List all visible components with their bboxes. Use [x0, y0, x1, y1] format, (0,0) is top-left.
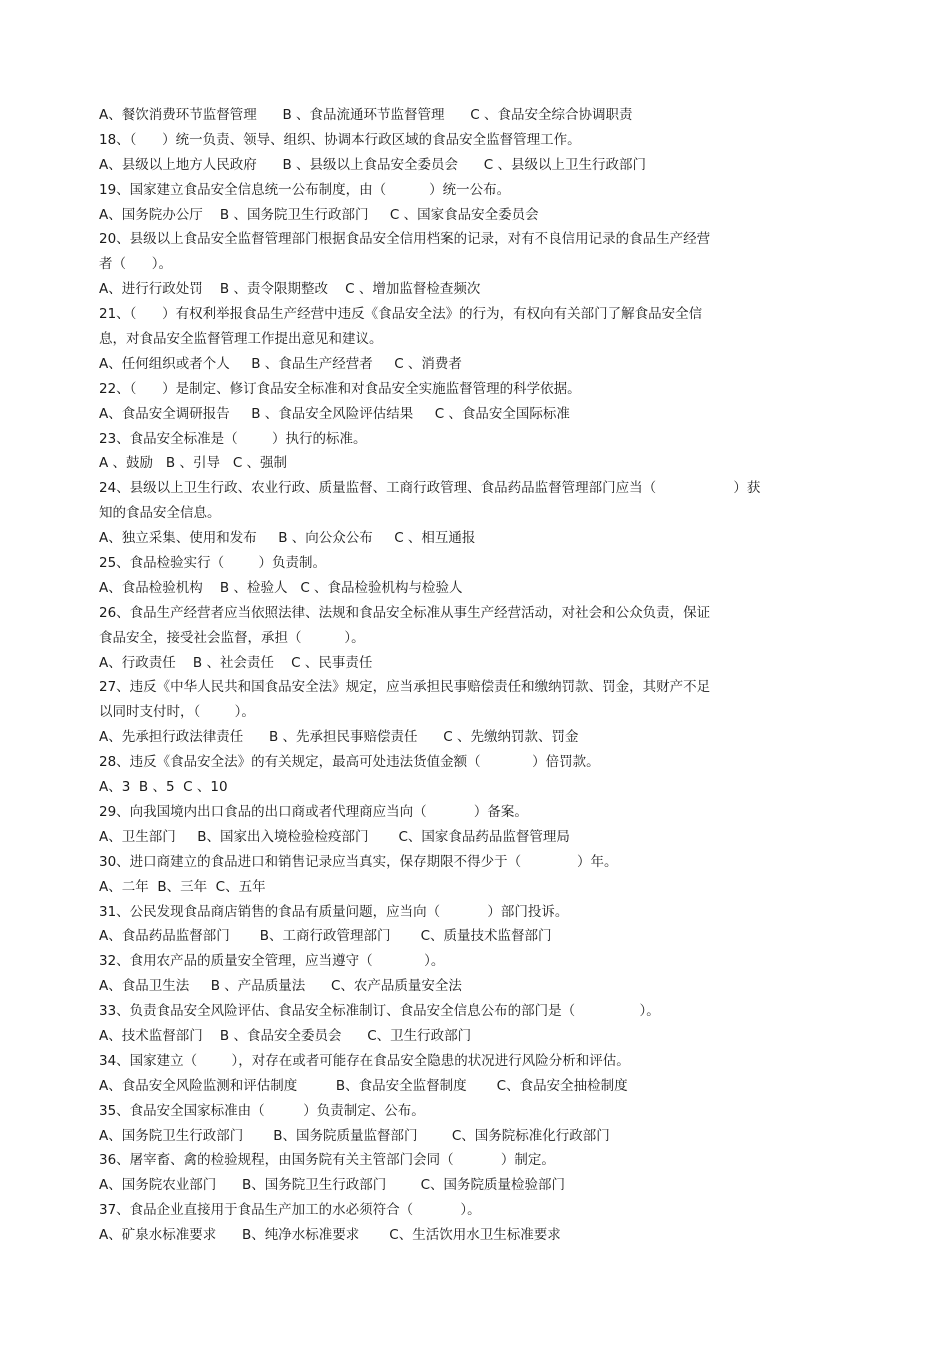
option-line: A、先承担行政法律责任 B 、先承担民事赔偿责任 C 、先缴纳罚款、罚金 [99, 729, 579, 746]
question-line: 21、（ ）有权利举报食品生产经营中违反《食品安全法》的行为，有权向有关部门了解食品安全信 [99, 306, 703, 323]
option-line: A、食品药品监督部门 B、工商行政管理部门 C、质量技术监督部门 [99, 928, 552, 945]
option-line: A、食品卫生法 B 、产品质量法 C、农产品质量安全法 [99, 978, 462, 995]
option-line: A、国务院卫生行政部门 B、国务院质量监督部门 C、国务院标准化行政部门 [99, 1127, 610, 1144]
question-line-continued: 食品安全，接受社会监督，承担（ ）。 [99, 629, 365, 646]
option-line: A、3 B 、5 C 、10 [99, 779, 228, 796]
question-line: 33、负责食品安全风险评估、食品安全标准制订、食品安全信息公布的部门是（ ）。 [99, 1003, 660, 1020]
option-line: A、县级以上地方人民政府 B 、县级以上食品安全委员会 C 、县级以上卫生行政部门 [99, 156, 646, 173]
question-line-continued: 以同时支付时，（ ）。 [99, 704, 255, 721]
question-line: 36、屠宰畜、禽的检验规程，由国务院有关主管部门会同（ ）制定。 [99, 1152, 555, 1169]
option-line: A、食品安全风险监测和评估制度 B、食品安全监督制度 C、食品安全抽检制度 [99, 1077, 628, 1094]
option-line: A 、鼓励 B 、引导 C 、强制 [99, 455, 288, 472]
question-line: 35、食品安全国家标准由（ ）负责制定、公布。 [99, 1102, 425, 1119]
question-line: 24、县级以上卫生行政、农业行政、质量监督、工商行政管理、食品药品监督管理部门应当（ ）获 [99, 480, 761, 497]
question-line: 25、食品检验实行（ ）负责制。 [99, 555, 327, 572]
question-list [99, 103, 869, 1248]
question-line: 30、进口商建立的食品进口和销售记录应当真实，保存期限不得少于（ ）年。 [99, 853, 618, 870]
question-line: 32、食用农产品的质量安全管理，应当遵守（ ）。 [99, 953, 445, 970]
question-line: 18、（ ）统一负责、领导、组织、协调本行政区域的食品安全监督管理工作。 [99, 131, 581, 148]
option-line: A、任何组织或者个人 B 、食品生产经营者 C 、消费者 [99, 355, 462, 372]
option-line: A、技术监督部门 B 、食品安全委员会 C、卫生行政部门 [99, 1027, 472, 1044]
question-line: 26、食品生产经营者应当依照法律、法规和食品安全标准从事生产经营活动，对社会和公众负责，保证 [99, 604, 711, 621]
option-line: A、食品检验机构 B 、检验人 C 、食品检验机构与检验人 [99, 579, 463, 596]
option-line: A、卫生部门 B、国家出入境检验检疫部门 C、国家食品药品监督管理局 [99, 828, 570, 845]
question-line-continued: 息，对食品安全监督管理工作提出意见和建议。 [99, 331, 383, 348]
question-line-continued: 者（ ）。 [99, 256, 172, 273]
question-line: 23、食品安全标准是（ ）执行的标准。 [99, 430, 367, 447]
question-line: 37、食品企业直接用于食品生产加工的水必须符合（ ）。 [99, 1202, 481, 1219]
option-line: A、食品安全调研报告 B 、食品安全风险评估结果 C 、食品安全国际标准 [99, 405, 570, 422]
option-line: A、国务院农业部门 B、国务院卫生行政部门 C、国务院质量检验部门 [99, 1177, 565, 1194]
question-line: 22、（ ）是制定、修订食品安全标准和对食品安全实施监督管理的科学依据。 [99, 380, 581, 397]
option-line: A、二年 B、三年 C、五年 [99, 878, 266, 895]
option-line: A、餐饮消费环节监督管理 B 、食品流通环节监督管理 C 、食品安全综合协调职责 [99, 107, 633, 123]
question-line: 20、县级以上食品安全监督管理部门根据食品安全信用档案的记录，对有不良信用记录的食品生产经营 [99, 231, 711, 248]
question-line: 31、公民发现食品商店销售的食品有质量问题，应当向（ ）部门投诉。 [99, 903, 569, 920]
question-line: 27、违反《中华人民共和国食品安全法》规定，应当承担民事赔偿责任和缴纳罚款、罚金，其财产不足 [99, 679, 711, 696]
question-line-continued: 知的食品安全信息。 [99, 505, 221, 522]
question-line: 28、违反《食品安全法》的有关规定，最高可处违法货值金额（ ）倍罚款。 [99, 754, 600, 771]
option-line: A、国务院办公厅 B 、国务院卫生行政部门 C 、国家食品安全委员会 [99, 206, 539, 223]
question-line: 34、国家建立（ ），对存在或者可能存在食品安全隐患的状况进行风险分析和评估。 [99, 1052, 630, 1069]
question-line: 19、国家建立食品安全信息统一公布制度，由（ ）统一公布。 [99, 181, 511, 198]
question-line: 29、向我国境内出口食品的出口商或者代理商应当向（ ）备案。 [99, 803, 528, 820]
option-line: A、行政责任 B 、社会责任 C 、民事责任 [99, 654, 373, 671]
option-line: A、独立采集、使用和发布 B 、向公众公布 C 、相互通报 [99, 530, 476, 547]
option-line: A、进行行政处罚 B 、责令限期整改 C 、增加监督检查频次 [99, 281, 481, 298]
option-line: A、矿泉水标准要求 B、纯净水标准要求 C、生活饮用水卫生标准要求 [99, 1227, 561, 1244]
